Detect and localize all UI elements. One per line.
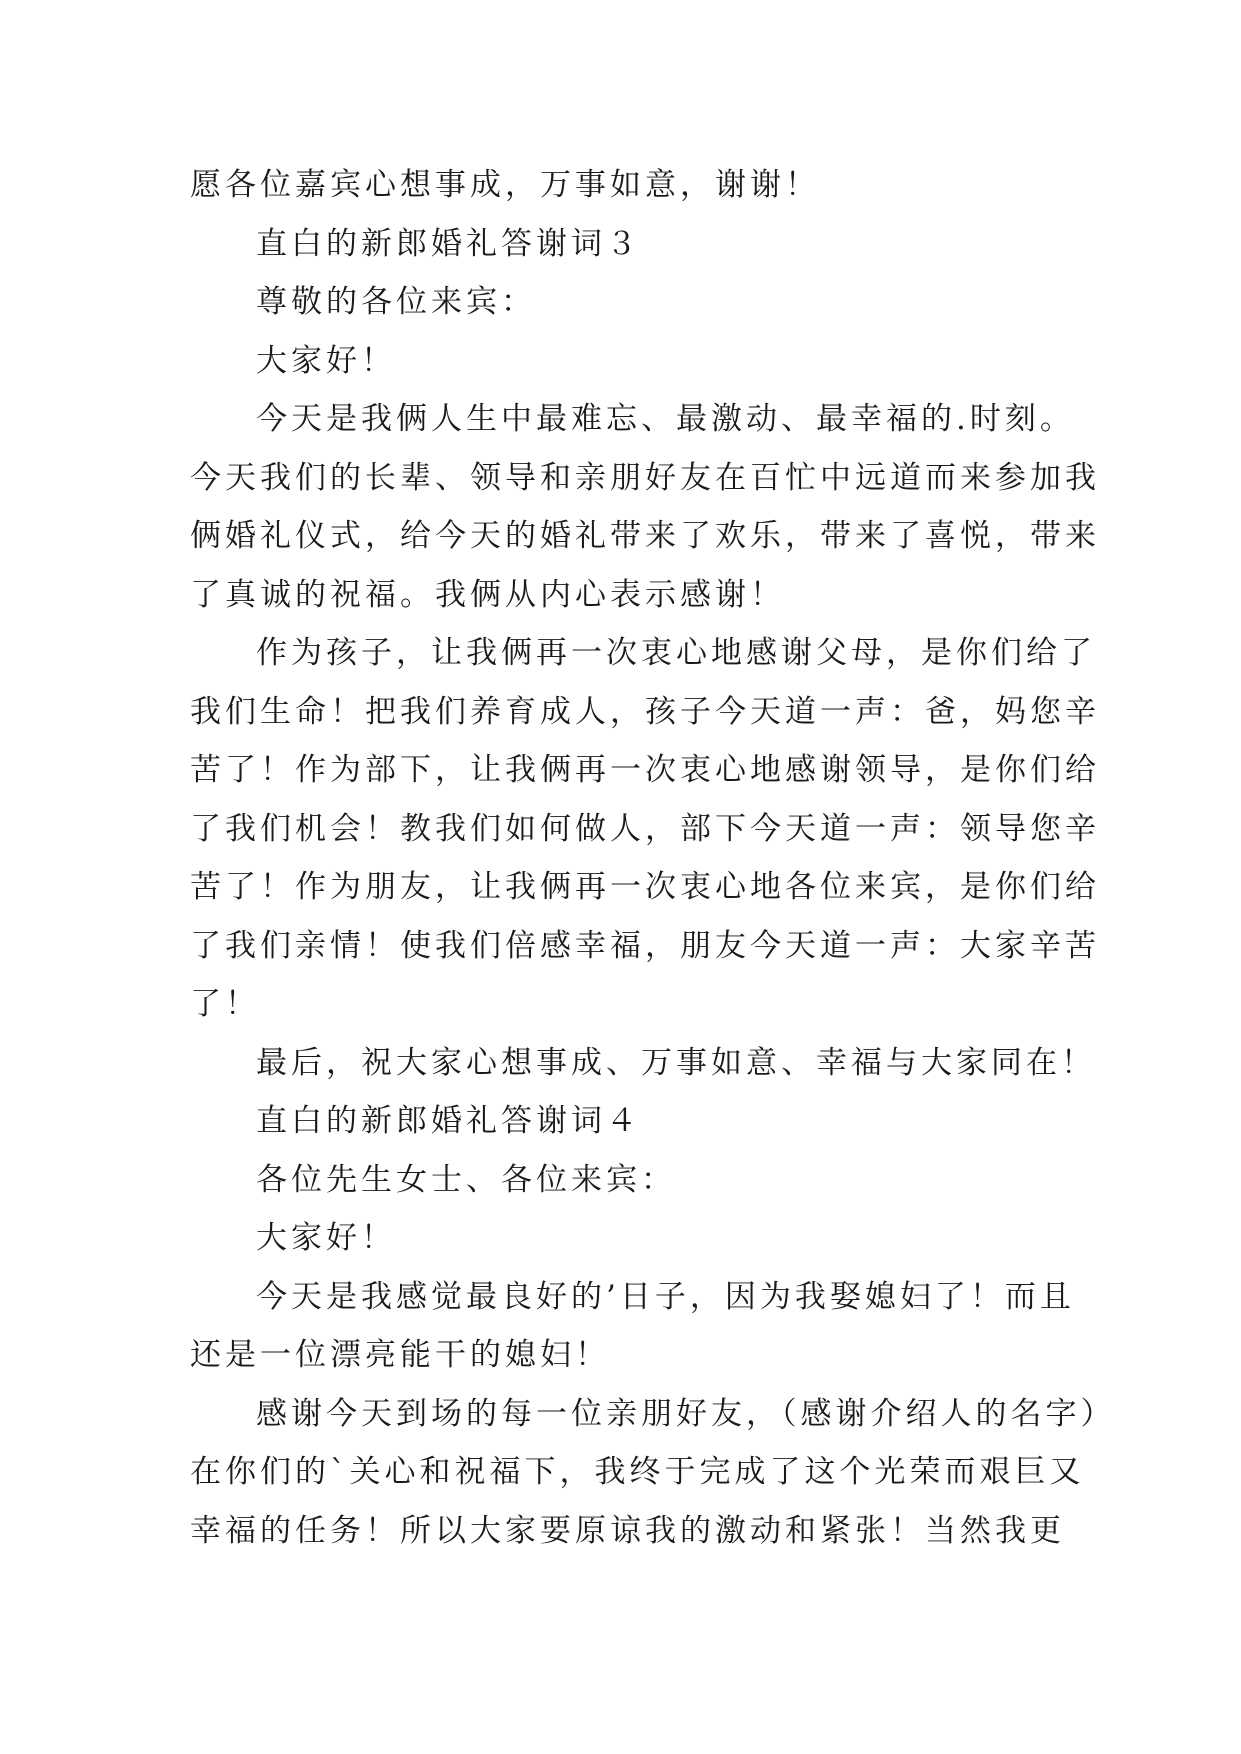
text-line: 了我们亲情！使我们倍感幸福，朋友今天道一声：大家辛苦 [190, 927, 1100, 964]
text-line: 了我们机会！教我们如何做人，部下今天道一声：领导您辛 [190, 810, 1100, 847]
section-heading: 直白的新郎婚礼答谢词３ [256, 225, 641, 262]
greeting: 大家好！ [256, 1220, 396, 1256]
text-line: 在你们的`关心和祝福下，我终于完成了这个光荣而艰巨又 [190, 1454, 1085, 1490]
document-body [190, 156, 1116, 1560]
text-line: 作为孩子，让我俩再一次衷心地感谢父母，是你们给了 [256, 635, 1096, 671]
salutation: 各位先生女士、各位来宾： [256, 1161, 676, 1198]
salutation: 尊敬的各位来宾： [256, 284, 536, 320]
text-line: 了真诚的祝福。我俩从内心表示感谢！ [190, 576, 785, 613]
text-line: 感谢今天到场的每一位亲朋好友，（感谢介绍人的名字） [256, 1395, 1116, 1432]
text-line: 我们生命！把我们养育成人，孩子今天道一声：爸，妈您辛 [190, 693, 1100, 730]
text-line: 幸福的任务！所以大家要原谅我的激动和紧张！当然我更 [190, 1512, 1065, 1549]
text-line: 苦了！作为朋友，让我俩再一次衷心地各位来宾，是你们给 [190, 869, 1100, 905]
text-line: 俩婚礼仪式，给今天的婚礼带来了欢乐，带来了喜悦，带来 [190, 518, 1100, 554]
text-line: 最后，祝大家心想事成、万事如意、幸福与大家同在！ [256, 1044, 1096, 1081]
text-line: 今天是我感觉最良好的’日子，因为我娶媳妇了！而且 [256, 1278, 1075, 1315]
text-line: 苦了！作为部下，让我俩再一次衷心地感谢领导，是你们给 [190, 752, 1100, 788]
section-heading: 直白的新郎婚礼答谢词４ [256, 1103, 641, 1139]
text-line: 今天是我俩人生中最难忘、最激动、最幸福的.时刻。 [256, 401, 1075, 437]
text-line: 还是一位漂亮能干的媳妇！ [190, 1337, 610, 1373]
greeting: 大家好！ [256, 342, 396, 379]
text-line: 了！ [190, 986, 260, 1022]
text-line: 愿各位嘉宾心想事成，万事如意，谢谢！ [190, 167, 820, 203]
text-line: 今天我们的长辈、领导和亲朋好友在百忙中远道而来参加我 [190, 459, 1100, 496]
